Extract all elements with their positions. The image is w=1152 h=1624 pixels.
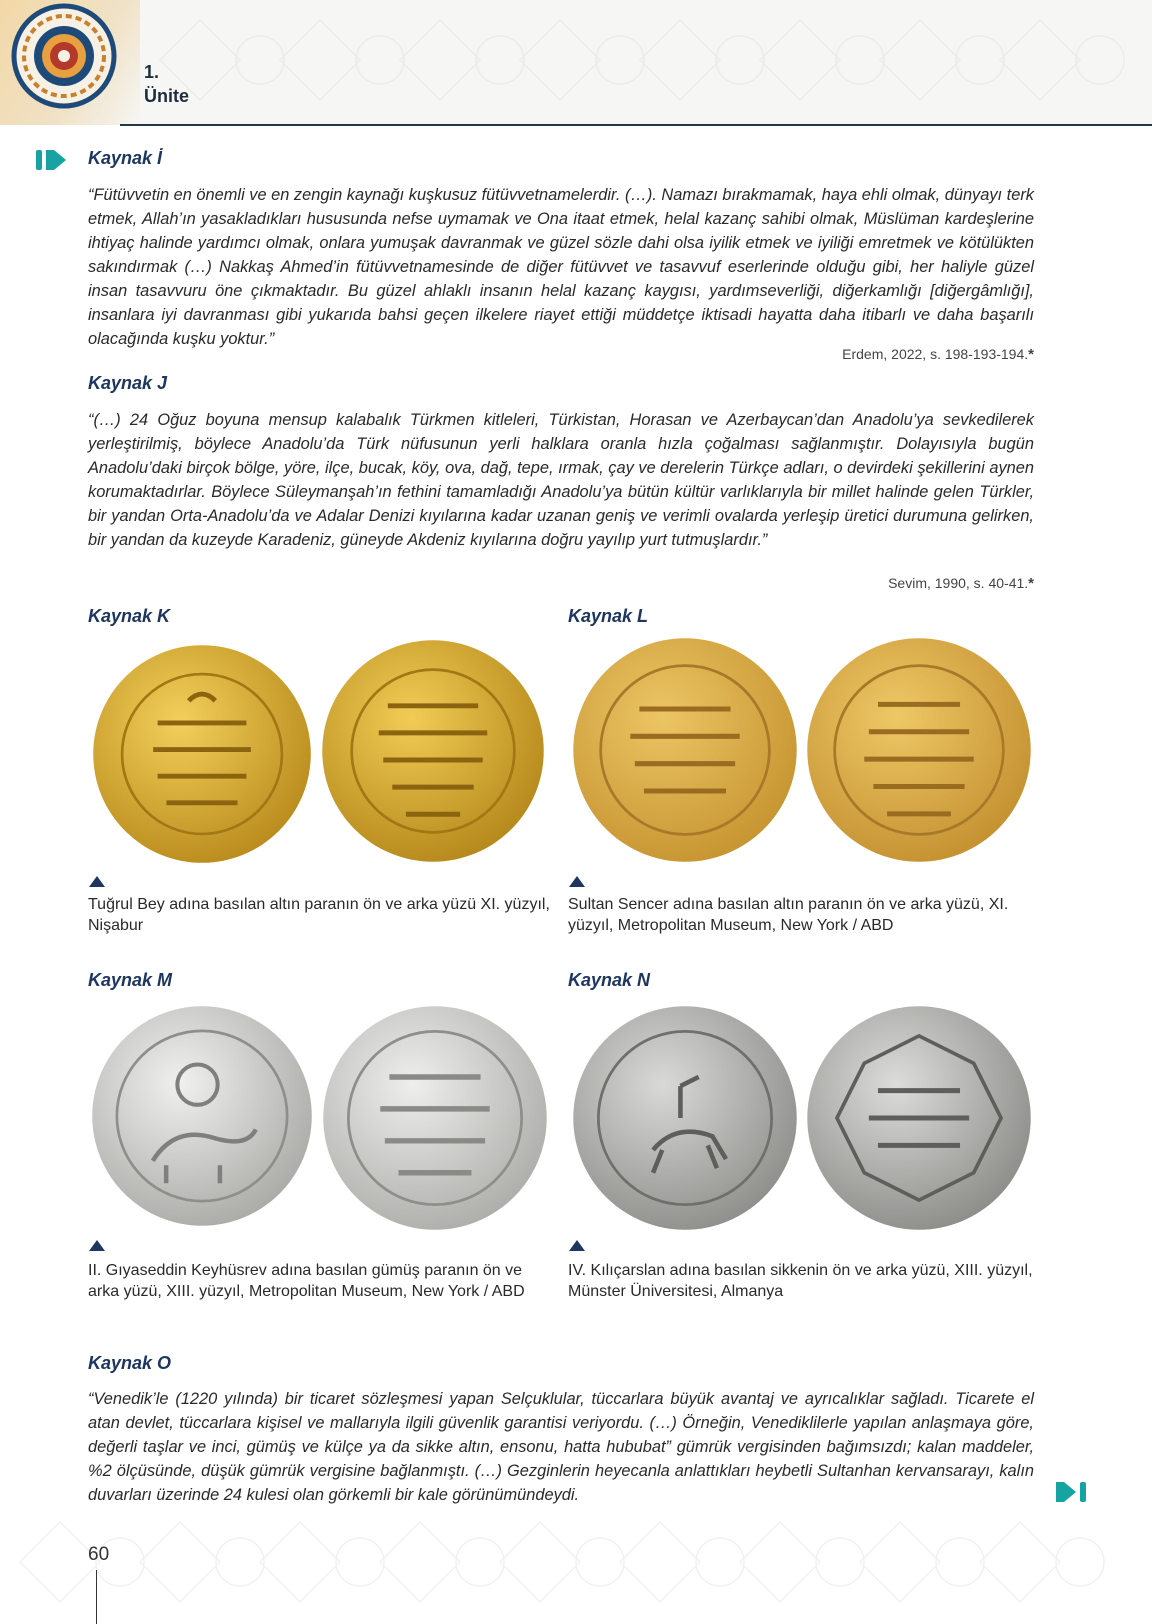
coin-k-obverse	[88, 643, 316, 865]
source-i-heading: Kaynak İ	[88, 148, 163, 168]
source-j-citation	[700, 575, 1034, 592]
coin-m-reverse	[320, 1004, 550, 1232]
source-k-caption: Tuğrul Bey adına basılan altın paranın ön ve arka yüzü XI. yüzyıl, Nişabur	[88, 896, 550, 934]
source-l-heading: Kaynak L	[568, 606, 649, 626]
source-n-heading: Kaynak N	[568, 970, 651, 990]
source-i-citation	[700, 346, 1034, 363]
source-i-quote: “Fütüvvetin en önemli ve en zengin kaynağı kuşkusuz fütüvvetnamelerdir. (…). Namazı bırakmamak, haya ehli olmak, dünyayı terk etmek, Allah’ın yasakladıkları hususunda nefse uymamak ve Ona itaat etmek, helal kazanç sahibi olmak, Müslüman kardeşlerine ihtiyaç halinde yardımcı olmak, onlara yumuşak davranmak ve güzel sözle dahi olsa iyilik etmek ve iyiliği emretmek ve kötülükten sakındırmak (…) Nakkaş Ahmed’in fütüvvetnamesinde de diğer fütüvvet ve tasavvuf eserlerinde olduğu gibi, her haliyle güzel insan tasavvuru öne çıkmaktadır. Bu güzel ahlaklı insanın helal kazanç kaygısı, yardımseverliği, diğerkamlığı [diğergâmlığı], insanlara iyi davranması gibi yukarıda bahsi geçen ilkelere riayet ettiği müddetçe iktisadi hayatta daha itibarlı ve daha başarılı olacağında kuşku yoktur.”	[88, 186, 1034, 348]
source-o-quote: “Venedik’le (1220 yılında) bir ticaret sözleşmesi yapan Selçuklular, tüccarlara büyük avantaj ve ayrıcalıklar sağladı. Ticarete el atan devlet, tüccarlara kişisel ve mallarıyla ilgili güvenlik garantisi veriyordu. (…) Örneğin, Venediklilerle yapılan anlaşmaya göre, değerli taşlar ve inci, gümüş ve külçe ya da sikke altın, ensonu, hatta hububat” gümrük vergisinden bağımsızdı; kalan maddeler, %2 ölçüsünde, düşük gümrük vergisine bağlanmıştı. (…) Gezginlerin heyecanla anlattıkları heybetli Sultanhan kervansarayı, kalın duvarları üzerinde 24 kulesi olan görkemli bir kale görünümündeydi.	[88, 1390, 1034, 1504]
source-i-citation-text: Erdem, 2022, s. 198-193-194.	[842, 346, 1029, 362]
header-rule	[120, 124, 1152, 126]
caption-m-marker-icon	[89, 1240, 105, 1251]
source-j-citation-star: *	[1028, 575, 1034, 592]
source-i-citation-star: *	[1028, 346, 1034, 363]
page-number-rule	[96, 1570, 97, 1624]
unit-name: Ünite	[144, 86, 189, 106]
coin-l-obverse	[568, 636, 802, 864]
section-start-icon	[36, 148, 68, 172]
source-j-heading: Kaynak J	[88, 373, 168, 393]
caption-k-marker-icon	[89, 876, 105, 887]
source-n-caption: IV. Kılıçarslan adına basılan sikkenin ön ve arka yüzü, XIII. yüzyıl, Münster Üniversitesi, Almanya	[568, 1262, 1033, 1300]
rosette-ornament-icon	[8, 0, 120, 112]
source-j-quote: “(…) 24 Oğuz boyuna mensup kalabalık Türkmen kitleleri, Türkistan, Horasan ve Azerbaycan’dan Anadolu’ya sevkedilerek yerleştirilmiş, böylece Anadolu’da Türk nüfusunun yerli halklara oranla hızla çoğalması sağlanmıştır. Dolayısıyla bugün Anadolu’daki birçok bölge, yöre, ilçe, bucak, köy, ova, dağ, tepe, ırmak, çay ve derelerin Türkçe adları, o devirdeki şekillerini aynen korumaktadırlar. Böylece Süleymanşah’ın fethini tamamladığı Anadolu’ya bütün kültür varlıklarıyla bir millet halinde gelen Türkler, bir yandan Orta-Anadolu’da ve Adalar Denizi kıyılarına kadar uzanan geniş ve verimli ovalarda yerleşip üretici durumuna gelirken, bir yandan da kuzeyde Karadeniz, güneyde Akdeniz kıyılarına doğru yayılıp yurt tutmuşlardır.”	[88, 411, 1034, 549]
source-o-heading: Kaynak O	[88, 1353, 172, 1373]
coin-m-obverse	[88, 1004, 316, 1228]
source-j-citation-text: Sevim, 1990, s. 40-41.	[888, 575, 1029, 591]
caption-n-marker-icon	[569, 1240, 585, 1251]
coin-k-reverse	[320, 636, 546, 866]
source-l-caption: Sultan Sencer adına basılan altın paranın ön ve arka yüzü, XI. yüzyıl, Metropolitan Museum, New York / ABD	[568, 896, 1009, 934]
coin-l-reverse	[804, 636, 1034, 864]
source-m-heading: Kaynak M	[88, 970, 173, 990]
caption-l-marker-icon	[569, 876, 585, 887]
page-number: 60	[88, 1544, 110, 1565]
coin-n-obverse	[570, 1004, 800, 1232]
source-m-caption: II. Gıyaseddin Keyhüsrev adına basılan gümüş paranın ön ve arka yüzü, XIII. yüzyıl, Metropolitan Museum, New York / ABD	[88, 1262, 525, 1300]
footer-pattern	[0, 1492, 1152, 1624]
unit-number: 1.	[144, 62, 160, 82]
source-k-heading: Kaynak K	[88, 606, 171, 626]
coin-n-reverse	[804, 1004, 1034, 1232]
